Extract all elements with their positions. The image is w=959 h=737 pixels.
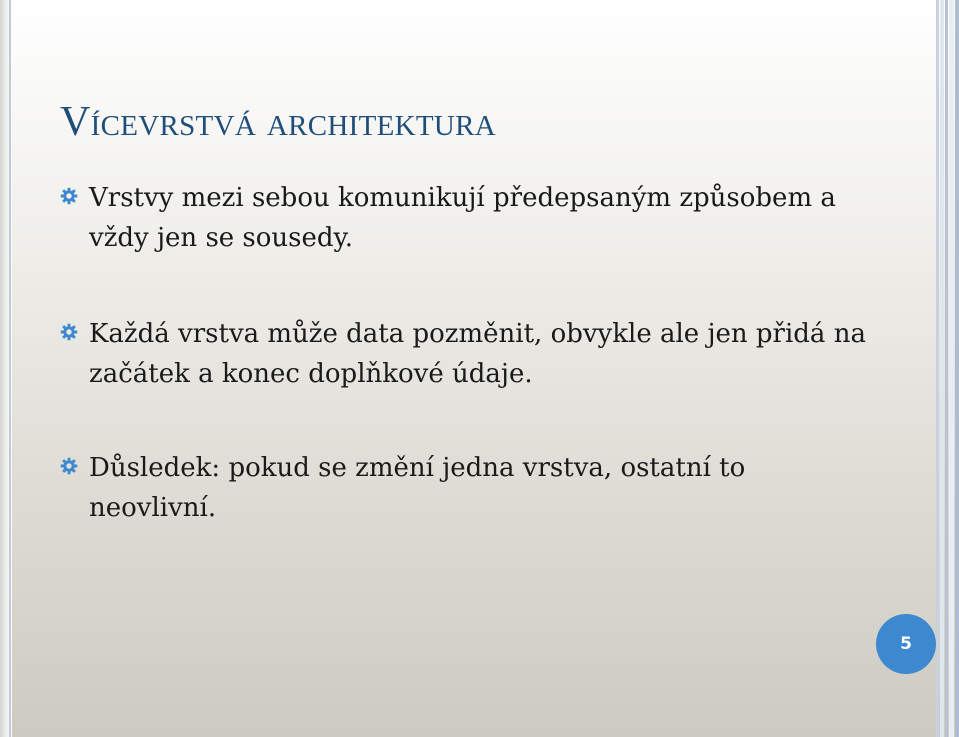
- right-stripe: [940, 0, 944, 737]
- right-stripe: [955, 0, 959, 737]
- right-stripe: [945, 0, 948, 737]
- left-rail-line: [9, 0, 11, 737]
- page-number-badge: 5: [876, 614, 936, 674]
- bullet-text: Vrstvy mezi sebou komunikují předepsaným způsobem a vždy jen se sousedy.: [89, 183, 836, 253]
- right-stripe: [936, 0, 939, 737]
- gear-bullet-icon: [60, 323, 78, 341]
- bullet-text: Důsledek: pokud se změní jedna vrstva, ostatní to neovlivní.: [89, 453, 746, 523]
- gear-bullet-icon: [60, 457, 78, 475]
- gear-bullet-icon: [60, 187, 78, 205]
- bullet-text: Každá vrstva může data pozměnit, obvykle ale jen přidá na začátek a konec doplňkové údaje.: [89, 319, 866, 389]
- slide-title: Vícevrstvá architektura: [60, 99, 497, 145]
- right-stripe: [949, 0, 954, 737]
